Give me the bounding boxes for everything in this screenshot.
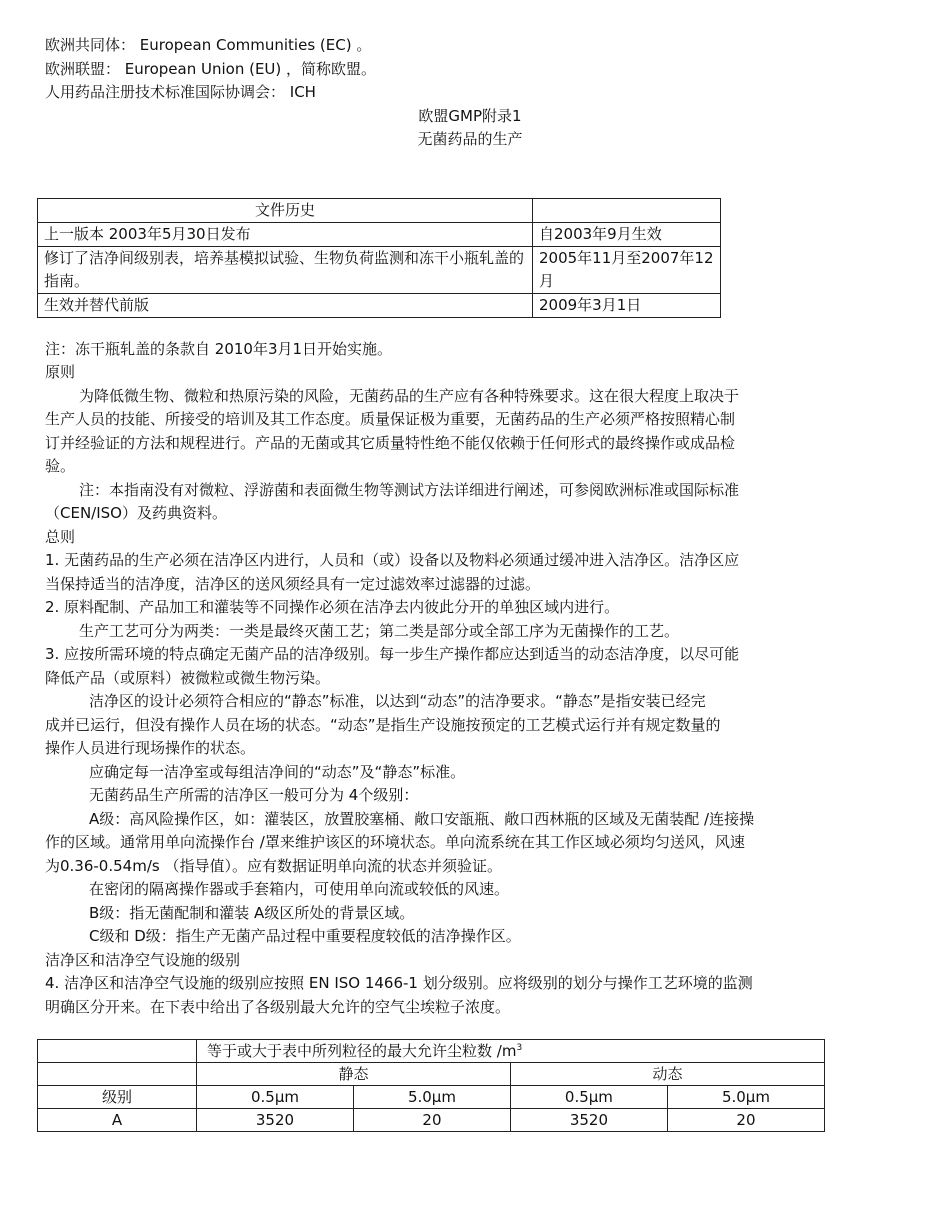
table-row <box>38 246 721 293</box>
table-row <box>38 1040 825 1063</box>
item-3-grades-intro: 无菌药品生产所需的洁净区一般可分为 4个级别： <box>89 786 419 804</box>
grade-table-blank <box>38 1063 197 1086</box>
item-3-line: 3. 应按所需环境的特点确定无菌产品的洁净级别。每一步生产操作都应达到适当的动态洁净度，以尽可能 <box>45 645 740 663</box>
caption-sup: 3 <box>516 1043 523 1053</box>
principle-note-line: （CEN/ISO）及药典资料。 <box>45 504 227 522</box>
principle-paragraph-line: 生产人员的技能、所接受的培训及其工作态度。质量保证极为重要，无菌药品的生产必须严格按照精心制 <box>45 410 736 428</box>
item-3-paragraph-line: 操作人员进行现场操作的状态。 <box>45 739 256 757</box>
item-4-line: 4. 洁净区和洁净空气设施的级别应按照 EN ISO 1466-1 划分级别。应将级别的划分与操作工艺环境的监测 <box>45 974 753 992</box>
grade-b: B级：指无菌配制和灌装 A级区所处的背景区域。 <box>89 903 415 922</box>
document-history-table <box>37 198 721 318</box>
size-header: 0.5μm <box>197 1086 354 1109</box>
particle-limit-table <box>37 1039 825 1132</box>
value-cell: 20 <box>353 1109 510 1132</box>
history-header: 文件历史 <box>38 198 533 222</box>
item-3-standard: 应确定每一洁净室或每组洁净间的“动态”及“静态”标准。 <box>89 762 466 781</box>
grade-table-corner <box>38 1040 197 1063</box>
grade-label: 级别 <box>38 1086 197 1109</box>
principle-paragraph-line: 订并经验证的方法和规程进行。产品的无菌或其它质量特性绝不能仅依赖于任何形式的最终操作或成品检 <box>45 433 736 452</box>
general-heading: 总则 <box>45 527 76 546</box>
size-header: 5.0μm <box>353 1086 510 1109</box>
document-title: 欧盟GMP附录1 <box>418 106 522 125</box>
principle-paragraph-line: 验。 <box>45 457 76 475</box>
history-date: 自2003年9月生效 <box>533 222 721 246</box>
isolator-note: 在密闭的隔离操作器或手套箱内，可使用单向流或较低的风速。 <box>89 880 510 898</box>
item-2-sub: 生产工艺可分为两类：一类是最终灭菌工艺；第二类是部分或全部工序为无菌操作的工艺。 <box>79 621 680 640</box>
table-row <box>38 1086 825 1109</box>
history-desc: 生效并替代前版 <box>38 293 533 317</box>
grade-cell: A <box>38 1109 197 1132</box>
caption-text: 等于或大于表中所列粒径的最大允许尘粒数 /m <box>207 1042 517 1060</box>
grade-c-d: C级和 D级：指生产无菌产品过程中重要程度较低的洁净操作区。 <box>89 927 521 945</box>
grade-a-line: A级：高风险操作区，如：灌装区，放置胶塞桶、敞口安瓿瓶、敞口西林瓶的区域及无菌装配 /连接操 <box>89 809 755 828</box>
abbrev-eu: 欧洲联盟： European Union (EU) ，简称欧盟。 <box>45 59 377 78</box>
table-row <box>38 222 721 246</box>
principle-heading: 原则 <box>45 363 76 381</box>
document-subtitle: 无菌药品的生产 <box>417 130 523 148</box>
item-3-paragraph-line: 洁净区的设计必须符合相应的“静态”标准，以达到“动态”的洁净要求。“静态”是指安装已经完 <box>89 692 706 710</box>
principle-paragraph-line: 为降低微生物、微粒和热原污染的风险，无菌药品的生产应有各种特殊要求。这在很大程度上取决于 <box>79 386 740 405</box>
history-desc: 上一版本 2003年5月30日发布 <box>38 222 533 246</box>
item-1-line: 1. 无菌药品的生产必须在洁净区内进行，人员和（或）设备以及物料必须通过缓冲进入洁净区。洁净区应 <box>45 551 740 569</box>
section-heading: 洁净区和洁净空气设施的级别 <box>45 950 241 969</box>
table-row <box>38 293 721 317</box>
value-cell: 3520 <box>197 1109 354 1132</box>
history-header-blank <box>533 198 721 222</box>
grade-a-line: 作的区域。通常用单向流操作台 /罩来维护该区的环境状态。单向流系统在其工作区域必须均匀送风，风速 <box>45 833 745 851</box>
history-date: 2009年3月1日 <box>533 293 721 317</box>
at-rest-header: 静态 <box>197 1063 511 1086</box>
item-4-line: 明确区分开来。在下表中给出了各级别最大允许的空气尘埃粒子浓度。 <box>45 997 511 1016</box>
item-2: 2. 原料配制、产品加工和灌装等不同操作必须在洁净去内彼此分开的单独区域内进行。 <box>45 598 620 616</box>
in-operation-header: 动态 <box>510 1063 824 1086</box>
size-header: 5.0μm <box>667 1086 824 1109</box>
principle-note-line: 注：本指南没有对微粒、浮游菌和表面微生物等测试方法详细进行阐述，可参阅欧洲标准或国际标准 <box>79 480 740 499</box>
document-page <box>45 34 905 1132</box>
abbrev-ich: 人用药品注册技术标准国际协调会： ICH <box>45 83 316 101</box>
item-3-line: 降低产品（或原料）被微粒或微生物污染。 <box>45 668 331 687</box>
grade-a-line: 为0.36-0.54m/s （指导值）。应有数据证明单向流的状态并须验证。 <box>45 856 502 875</box>
value-cell: 3520 <box>510 1109 667 1132</box>
value-cell: 20 <box>667 1109 824 1132</box>
history-desc: 修订了洁净间级别表，培养基模拟试验、生物负荷监测和冻干小瓶轧盖的指南。 <box>38 246 533 293</box>
abbrev-ec: 欧洲共同体： European Communities (EC) 。 <box>45 36 372 54</box>
history-date: 2005年11月至2007年12月 <box>533 246 721 293</box>
item-3-paragraph-line: 成并已运行，但没有操作人员在场的状态。“动态”是指生产设施按预定的工艺模式运行并有规定数量的 <box>45 715 721 734</box>
grade-table-caption <box>197 1040 825 1063</box>
table-row <box>38 1063 825 1086</box>
lyophilization-note: 注：冻干瓶轧盖的条款自 2010年3月1日开始实施。 <box>45 339 393 358</box>
table-row <box>38 198 721 222</box>
table-row <box>38 1109 825 1132</box>
size-header: 0.5μm <box>510 1086 667 1109</box>
item-1-line: 当保持适当的洁净度，洁净区的送风须经具有一定过滤效率过滤器的过滤。 <box>45 574 541 593</box>
